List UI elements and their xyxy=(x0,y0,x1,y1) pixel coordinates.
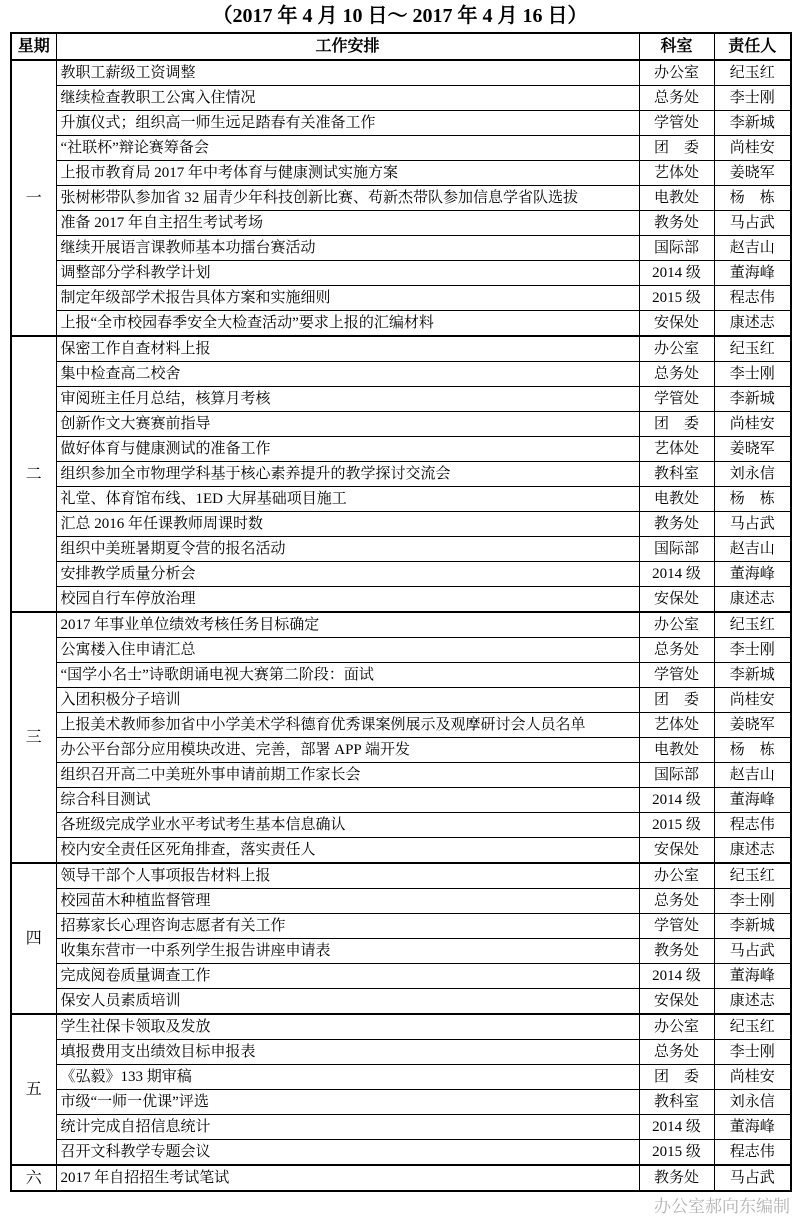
work-cell: 收集东营市一中系列学生报告讲座申请表 xyxy=(56,939,639,964)
person-cell: 刘永信 xyxy=(714,462,791,487)
schedule-row xyxy=(11,763,791,788)
day-label: 四 xyxy=(11,863,56,1014)
schedule-row xyxy=(11,1065,791,1090)
dept-cell: 总务处 xyxy=(639,86,714,111)
person-cell: 姜晓军 xyxy=(714,713,791,738)
person-cell: 赵吉山 xyxy=(714,763,791,788)
schedule-row xyxy=(11,1115,791,1140)
dept-cell: 安保处 xyxy=(639,311,714,337)
person-cell: 马占武 xyxy=(714,939,791,964)
work-cell: 2017 年自招招生考试笔试 xyxy=(56,1165,639,1191)
header-row xyxy=(11,33,791,60)
work-cell: 集中检查高二校舍 xyxy=(56,362,639,387)
work-cell: 做好体育与健康测试的准备工作 xyxy=(56,437,639,462)
person-cell: 杨 栋 xyxy=(714,487,791,512)
schedule-row xyxy=(11,60,791,86)
schedule-row xyxy=(11,537,791,562)
schedule-row xyxy=(11,1140,791,1166)
work-cell: 领导干部个人事项报告材料上报 xyxy=(56,863,639,889)
dept-cell: 电教处 xyxy=(639,186,714,211)
person-cell: 康述志 xyxy=(714,587,791,613)
schedule-row xyxy=(11,362,791,387)
work-cell: 上报美术教师参加省中小学美术学科德育优秀课案例展示及观摩研讨会人员名单 xyxy=(56,713,639,738)
person-cell: 纪玉红 xyxy=(714,863,791,889)
schedule-row xyxy=(11,512,791,537)
person-cell: 刘永信 xyxy=(714,1090,791,1115)
dept-cell: 学管处 xyxy=(639,914,714,939)
schedule-row xyxy=(11,86,791,111)
dept-cell: 电教处 xyxy=(639,738,714,763)
schedule-row xyxy=(11,813,791,838)
dept-cell: 2014 级 xyxy=(639,788,714,813)
person-cell: 程志伟 xyxy=(714,286,791,311)
schedule-row xyxy=(11,111,791,136)
person-cell: 程志伟 xyxy=(714,1140,791,1166)
dept-cell: 总务处 xyxy=(639,362,714,387)
day-label: 三 xyxy=(11,612,56,863)
schedule-row xyxy=(11,311,791,337)
person-cell: 程志伟 xyxy=(714,813,791,838)
schedule-row xyxy=(11,1040,791,1065)
work-cell: 学生社保卡领取及发放 xyxy=(56,1014,639,1040)
schedule-row xyxy=(11,638,791,663)
work-cell: 入团积极分子培训 xyxy=(56,688,639,713)
work-cell: “国学小名士”诗歌朗诵电视大赛第二阶段：面试 xyxy=(56,663,639,688)
dept-cell: 总务处 xyxy=(639,1040,714,1065)
schedule-row xyxy=(11,838,791,864)
dept-cell: 教科室 xyxy=(639,462,714,487)
work-cell: 教职工薪级工资调整 xyxy=(56,60,639,86)
schedule-row xyxy=(11,437,791,462)
compiler-credit: 办公室郝向东编制 xyxy=(654,1197,790,1216)
schedule-row xyxy=(11,989,791,1015)
dept-cell: 学管处 xyxy=(639,111,714,136)
work-cell: 综合科目测试 xyxy=(56,788,639,813)
dept-cell: 国际部 xyxy=(639,763,714,788)
schedule-row xyxy=(11,1014,791,1040)
work-cell: 汇总 2016 年任课教师周课时数 xyxy=(56,512,639,537)
schedule-row xyxy=(11,487,791,512)
person-cell: 李新城 xyxy=(714,914,791,939)
person-cell: 尚桂安 xyxy=(714,412,791,437)
schedule-row xyxy=(11,387,791,412)
day-label: 六 xyxy=(11,1165,56,1191)
day-label: 一 xyxy=(11,60,56,336)
schedule-row xyxy=(11,261,791,286)
person-cell: 纪玉红 xyxy=(714,60,791,86)
person-cell: 李新城 xyxy=(714,111,791,136)
schedule-row xyxy=(11,738,791,763)
schedule-table xyxy=(10,32,792,1192)
day-label: 二 xyxy=(11,336,56,612)
work-cell: 市级“一师一优课”评选 xyxy=(56,1090,639,1115)
work-cell: 2017 年事业单位绩效考核任务目标确定 xyxy=(56,612,639,638)
work-cell: 校园自行车停放治理 xyxy=(56,587,639,613)
col-header-work: 工作安排 xyxy=(56,33,639,60)
dept-cell: 团 委 xyxy=(639,412,714,437)
dept-cell: 教务处 xyxy=(639,512,714,537)
person-cell: 姜晓军 xyxy=(714,437,791,462)
schedule-row xyxy=(11,713,791,738)
work-cell: 组织中美班暑期夏令营的报名活动 xyxy=(56,537,639,562)
person-cell: 康述志 xyxy=(714,989,791,1015)
work-cell: 保密工作自查材料上报 xyxy=(56,336,639,362)
work-cell: 升旗仪式；组织高一师生远足踏春有关准备工作 xyxy=(56,111,639,136)
dept-cell: 国际部 xyxy=(639,236,714,261)
dept-cell: 2014 级 xyxy=(639,562,714,587)
dept-cell: 教务处 xyxy=(639,1165,714,1191)
schedule-row xyxy=(11,663,791,688)
dept-cell: 教务处 xyxy=(639,939,714,964)
work-cell: 完成阅卷质量调查工作 xyxy=(56,964,639,989)
person-cell: 李士刚 xyxy=(714,362,791,387)
person-cell: 董海峰 xyxy=(714,1115,791,1140)
person-cell: 尚桂安 xyxy=(714,1065,791,1090)
col-header-person: 责任人 xyxy=(714,33,791,60)
dept-cell: 团 委 xyxy=(639,1065,714,1090)
person-cell: 康述志 xyxy=(714,311,791,337)
dept-cell: 艺体处 xyxy=(639,713,714,738)
work-cell: 上报市教育局 2017 年中考体育与健康测试实施方案 xyxy=(56,161,639,186)
dept-cell: 电教处 xyxy=(639,487,714,512)
dept-cell: 2014 级 xyxy=(639,1115,714,1140)
work-cell: 校内安全责任区死角排查，落实责任人 xyxy=(56,838,639,864)
schedule-row xyxy=(11,136,791,161)
dept-cell: 办公室 xyxy=(639,60,714,86)
person-cell: 马占武 xyxy=(714,1165,791,1191)
dept-cell: 2014 级 xyxy=(639,261,714,286)
dept-cell: 教科室 xyxy=(639,1090,714,1115)
person-cell: 杨 栋 xyxy=(714,738,791,763)
schedule-row xyxy=(11,964,791,989)
schedule-row xyxy=(11,612,791,638)
person-cell: 赵吉山 xyxy=(714,236,791,261)
dept-cell: 团 委 xyxy=(639,688,714,713)
work-cell: 填报费用支出绩效目标申报表 xyxy=(56,1040,639,1065)
work-cell: 招募家长心理咨询志愿者有关工作 xyxy=(56,914,639,939)
dept-cell: 团 委 xyxy=(639,136,714,161)
schedule-row xyxy=(11,688,791,713)
schedule-row xyxy=(11,236,791,261)
dept-cell: 办公室 xyxy=(639,612,714,638)
dept-cell: 安保处 xyxy=(639,838,714,864)
person-cell: 康述志 xyxy=(714,838,791,864)
work-cell: 创新作文大赛赛前指导 xyxy=(56,412,639,437)
work-cell: 安排教学质量分析会 xyxy=(56,562,639,587)
dept-cell: 总务处 xyxy=(639,638,714,663)
work-cell: 公寓楼入住申请汇总 xyxy=(56,638,639,663)
schedule-row xyxy=(11,1165,791,1191)
col-header-day: 星期 xyxy=(11,33,56,60)
work-cell: 统计完成自招信息统计 xyxy=(56,1115,639,1140)
person-cell: 尚桂安 xyxy=(714,688,791,713)
person-cell: 尚桂安 xyxy=(714,136,791,161)
person-cell: 李新城 xyxy=(714,663,791,688)
schedule-row xyxy=(11,889,791,914)
person-cell: 李士刚 xyxy=(714,638,791,663)
dept-cell: 2015 级 xyxy=(639,1140,714,1166)
person-cell: 董海峰 xyxy=(714,562,791,587)
dept-cell: 办公室 xyxy=(639,863,714,889)
work-cell: 上报“全市校园春季安全大检查活动”要求上报的汇编材料 xyxy=(56,311,639,337)
person-cell: 纪玉红 xyxy=(714,1014,791,1040)
dept-cell: 国际部 xyxy=(639,537,714,562)
work-cell: 《弘毅》133 期审稿 xyxy=(56,1065,639,1090)
schedule-row xyxy=(11,788,791,813)
schedule-row xyxy=(11,914,791,939)
schedule-row xyxy=(11,587,791,613)
person-cell: 纪玉红 xyxy=(714,612,791,638)
work-cell: 组织参加全市物理学科基于核心素养提升的教学探讨交流会 xyxy=(56,462,639,487)
person-cell: 赵吉山 xyxy=(714,537,791,562)
dept-cell: 艺体处 xyxy=(639,437,714,462)
person-cell: 马占武 xyxy=(714,512,791,537)
dept-cell: 2014 级 xyxy=(639,964,714,989)
schedule-row xyxy=(11,161,791,186)
person-cell: 董海峰 xyxy=(714,788,791,813)
day-label: 五 xyxy=(11,1014,56,1165)
dept-cell: 办公室 xyxy=(639,1014,714,1040)
person-cell: 董海峰 xyxy=(714,261,791,286)
schedule-row xyxy=(11,1090,791,1115)
schedule-row xyxy=(11,336,791,362)
work-cell: 继续检查教职工公寓入住情况 xyxy=(56,86,639,111)
work-cell: 制定年级部学术报告具体方案和实施细则 xyxy=(56,286,639,311)
schedule-row xyxy=(11,939,791,964)
work-cell: “社联杯”辩论赛筹备会 xyxy=(56,136,639,161)
person-cell: 马占武 xyxy=(714,211,791,236)
work-cell: 礼堂、体育馆布线、1ED 大屏基础项目施工 xyxy=(56,487,639,512)
work-cell: 调整部分学科教学计划 xyxy=(56,261,639,286)
page-title: （2017 年 4 月 10 日～ 2017 年 4 月 16 日） xyxy=(212,5,588,27)
schedule-row xyxy=(11,211,791,236)
person-cell: 纪玉红 xyxy=(714,336,791,362)
schedule-row xyxy=(11,412,791,437)
work-cell: 办公平台部分应用模块改进、完善，部署 APP 端开发 xyxy=(56,738,639,763)
work-cell: 保安人员素质培训 xyxy=(56,989,639,1015)
person-cell: 李士刚 xyxy=(714,86,791,111)
dept-cell: 办公室 xyxy=(639,336,714,362)
work-cell: 各班级完成学业水平考试考生基本信息确认 xyxy=(56,813,639,838)
dept-cell: 2015 级 xyxy=(639,813,714,838)
schedule-row xyxy=(11,562,791,587)
work-cell: 组织召开高二中美班外事申请前期工作家长会 xyxy=(56,763,639,788)
work-cell: 继续开展语言课教师基本功擂台赛活动 xyxy=(56,236,639,261)
person-cell: 李士刚 xyxy=(714,889,791,914)
person-cell: 董海峰 xyxy=(714,964,791,989)
col-header-dept: 科室 xyxy=(639,33,714,60)
work-cell: 张树彬带队参加省 32 届青少年科技创新比赛、苟新杰带队参加信息学省队选拔 xyxy=(56,186,639,211)
schedule-row xyxy=(11,286,791,311)
dept-cell: 艺体处 xyxy=(639,161,714,186)
work-cell: 召开文科教学专题会议 xyxy=(56,1140,639,1166)
person-cell: 杨 栋 xyxy=(714,186,791,211)
schedule-row xyxy=(11,863,791,889)
schedule-row xyxy=(11,186,791,211)
work-cell: 准备 2017 年自主招生考试考场 xyxy=(56,211,639,236)
person-cell: 姜晓军 xyxy=(714,161,791,186)
dept-cell: 教务处 xyxy=(639,211,714,236)
dept-cell: 学管处 xyxy=(639,663,714,688)
dept-cell: 学管处 xyxy=(639,387,714,412)
dept-cell: 总务处 xyxy=(639,889,714,914)
schedule-row xyxy=(11,462,791,487)
dept-cell: 2015 级 xyxy=(639,286,714,311)
person-cell: 李士刚 xyxy=(714,1040,791,1065)
work-cell: 校园苗木种植监督管理 xyxy=(56,889,639,914)
dept-cell: 安保处 xyxy=(639,587,714,613)
person-cell: 李新城 xyxy=(714,387,791,412)
dept-cell: 安保处 xyxy=(639,989,714,1015)
work-cell: 审阅班主任月总结，核算月考核 xyxy=(56,387,639,412)
